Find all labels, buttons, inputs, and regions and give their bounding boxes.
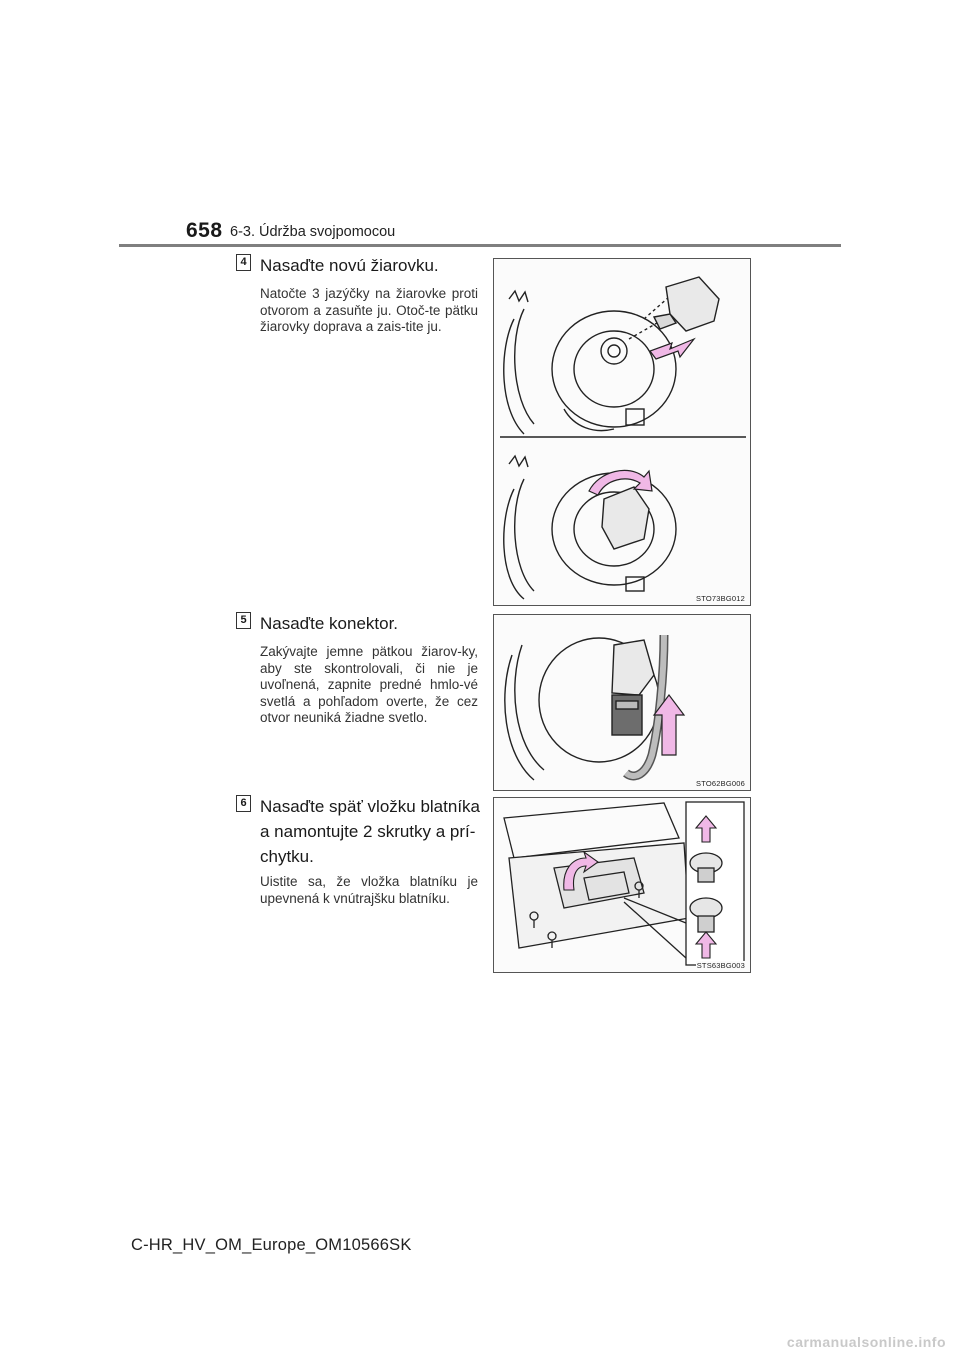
fender-liner-illustration — [494, 798, 750, 972]
step-badge-5: 5 — [236, 612, 251, 629]
insert-arrow — [650, 339, 694, 359]
step-text-6: Uistite sa, že vložka blatníku je upevnená k vnútrajšku blatníku. — [260, 874, 478, 906]
figure-bulb-install — [493, 258, 751, 606]
bulb-install-illustration — [494, 259, 750, 605]
step-text-4: Natočte 3 jazýčky na žiarovke proti otvorom a zasuňte ju. Otoč-te pätku žiarovky doprava a zais-tite ju. — [260, 286, 478, 334]
footer-document-code: C-HR_HV_OM_Europe_OM10566SK — [131, 1236, 412, 1254]
figure-fender-liner — [493, 797, 751, 973]
step-badge-6: 6 — [236, 795, 251, 812]
step-heading-5: Nasaďte konektor. — [260, 614, 399, 633]
figure-code: STS63BG003 — [696, 961, 745, 970]
connector-illustration — [494, 615, 750, 790]
figure-connector — [493, 614, 751, 791]
header-rule — [119, 244, 841, 247]
step-text-5: Zakývajte jemne pätkou žiarov-ky, aby ste skontrolovali, či nie je uvoľnená, zapnite predné hmlo-vé svetlá a pohľadom overte, že cez otvor neuniká žiadne svetlo. — [260, 644, 478, 725]
step-heading-6-line2: a namontujte 2 skrutky a prí- — [260, 822, 476, 841]
section-title: 6-3. Údržba svojpomocou — [230, 224, 396, 240]
figure-code: STO73BG012 — [696, 594, 745, 603]
step-heading-6-line3: chytku. — [260, 847, 314, 866]
step-heading-4: Nasaďte novú žiarovku. — [260, 256, 439, 275]
step-heading-6-line1: Nasaďte späť vložku blatníka — [260, 797, 480, 816]
figure-code: STO62BG006 — [696, 779, 745, 788]
page-number: 658 — [186, 219, 223, 242]
step-badge-4: 4 — [236, 254, 251, 271]
watermark: carmanualsonline.info — [786, 1334, 946, 1350]
